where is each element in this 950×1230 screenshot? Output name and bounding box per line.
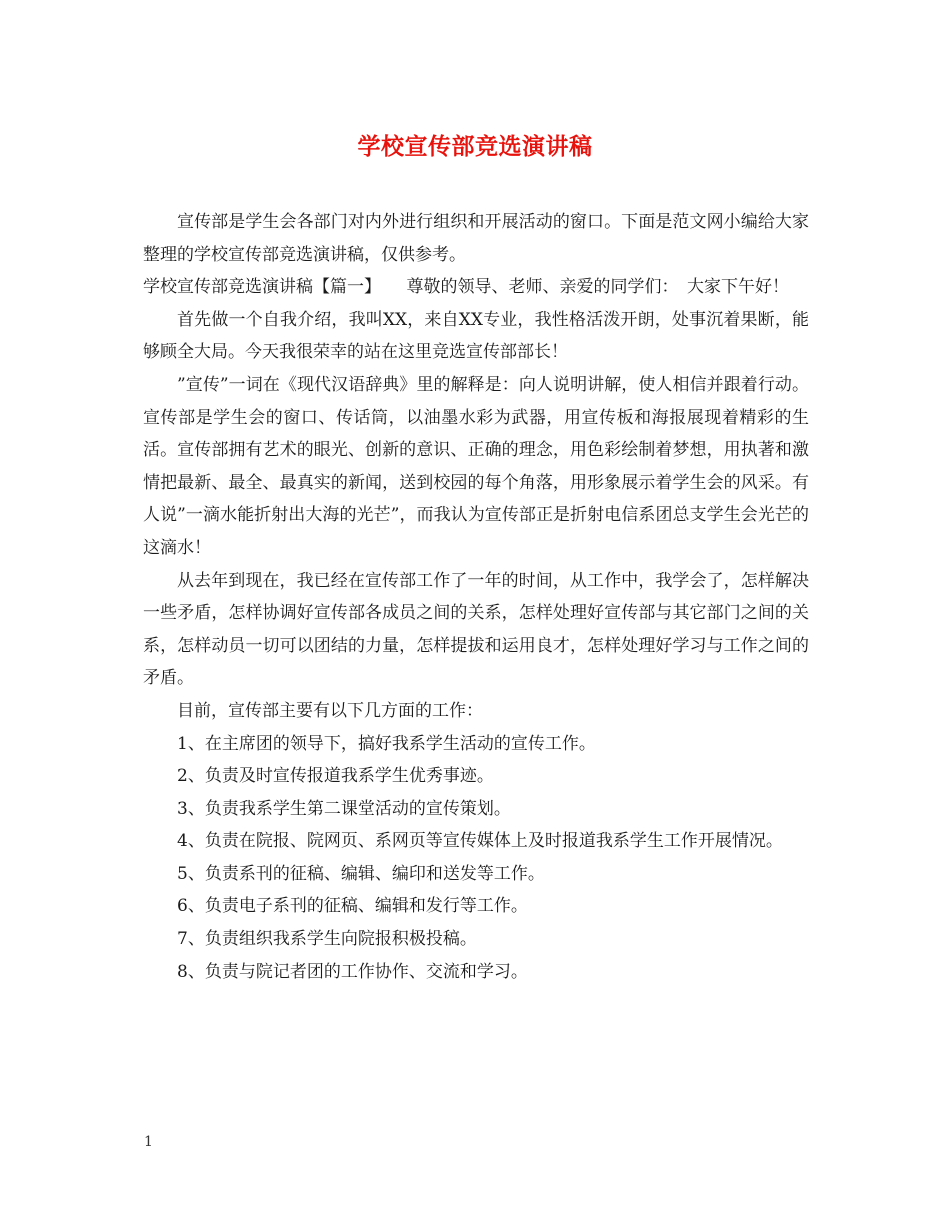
paragraph-intro: 宣传部是学生会各部门对内外进行组织和开展活动的窗口。下面是范文网小编给大家整理的学校宣传部竞选演讲稿，仅供参考。 bbox=[143, 212, 809, 265]
list-item: 6、负责电子系刊的征稿、编辑和发行等工作。 bbox=[177, 896, 528, 917]
list-item: 2、负责及时宣传报道我系学生优秀事迹。 bbox=[177, 766, 494, 787]
document-title: 学校宣传部竞选演讲稿 bbox=[357, 133, 593, 160]
document-body bbox=[143, 206, 809, 988]
page-number: 1 bbox=[144, 1134, 153, 1150]
list-item: 7、负责组织我系学生向院报积极投稿。 bbox=[177, 929, 477, 950]
paragraph-work-intro: 目前，宣传部主要有以下几方面的工作： bbox=[177, 700, 483, 721]
list-item: 3、负责我系学生第二课堂活动的宣传策划。 bbox=[177, 798, 511, 819]
paragraph-definition: ”宣传”一词在《现代汉语辞典》里的解释是：向人说明讲解，使人相信并跟着行动。宣传部是学生会的窗口、传话筒，以油墨水彩为武器，用宣传板和海报展现着精彩的生活。宣传部拥有艺术的眼光、创新的意识、正确的理念，用色彩绘制着梦想，用执著和激情把最新、最全、最真实的新闻，送到校园的每个角落，用形象展示着学生会的风采。有人说”一滴水能折射出大海的光芒”，而我认为宣传部正是折射电信系团总支学生会光芒的这滴水！ bbox=[143, 374, 809, 558]
paragraph-self-intro: 首先做一个自我介绍，我叫XX，来自XX专业，我性格活泼开朗，处事沉着果断，能够顾全大局。今天我很荣幸的站在这里竞选宣传部部长！ bbox=[143, 309, 809, 363]
list-item: 4、负责在院报、院网页、系网页等宣传媒体上及时报道我系学生工作开展情况。 bbox=[177, 831, 783, 852]
list-item: 8、负责与院记者团的工作协作、交流和学习。 bbox=[177, 961, 528, 982]
list-item: 1、在主席团的领导下，搞好我系学生活动的宣传工作。 bbox=[177, 733, 596, 754]
paragraph-section-heading: 学校宣传部竞选演讲稿【篇一】 尊敬的领导、老师、亲爱的同学们： 大家下午好！ bbox=[143, 277, 789, 298]
paragraph-experience: 从去年到现在，我已经在宣传部工作了一年的时间，从工作中，我学会了，怎样解决一些矛盾，怎样协调好宣传部各成员之间的关系，怎样处理好宣传部与其它部门之间的关系，怎样动员一切可以团结的力量，怎样提拔和运用良才，怎样处理好学习与工作之间的矛盾。 bbox=[143, 570, 809, 689]
list-item: 5、负责系刊的征稿、编辑、编印和送发等工作。 bbox=[177, 863, 545, 884]
